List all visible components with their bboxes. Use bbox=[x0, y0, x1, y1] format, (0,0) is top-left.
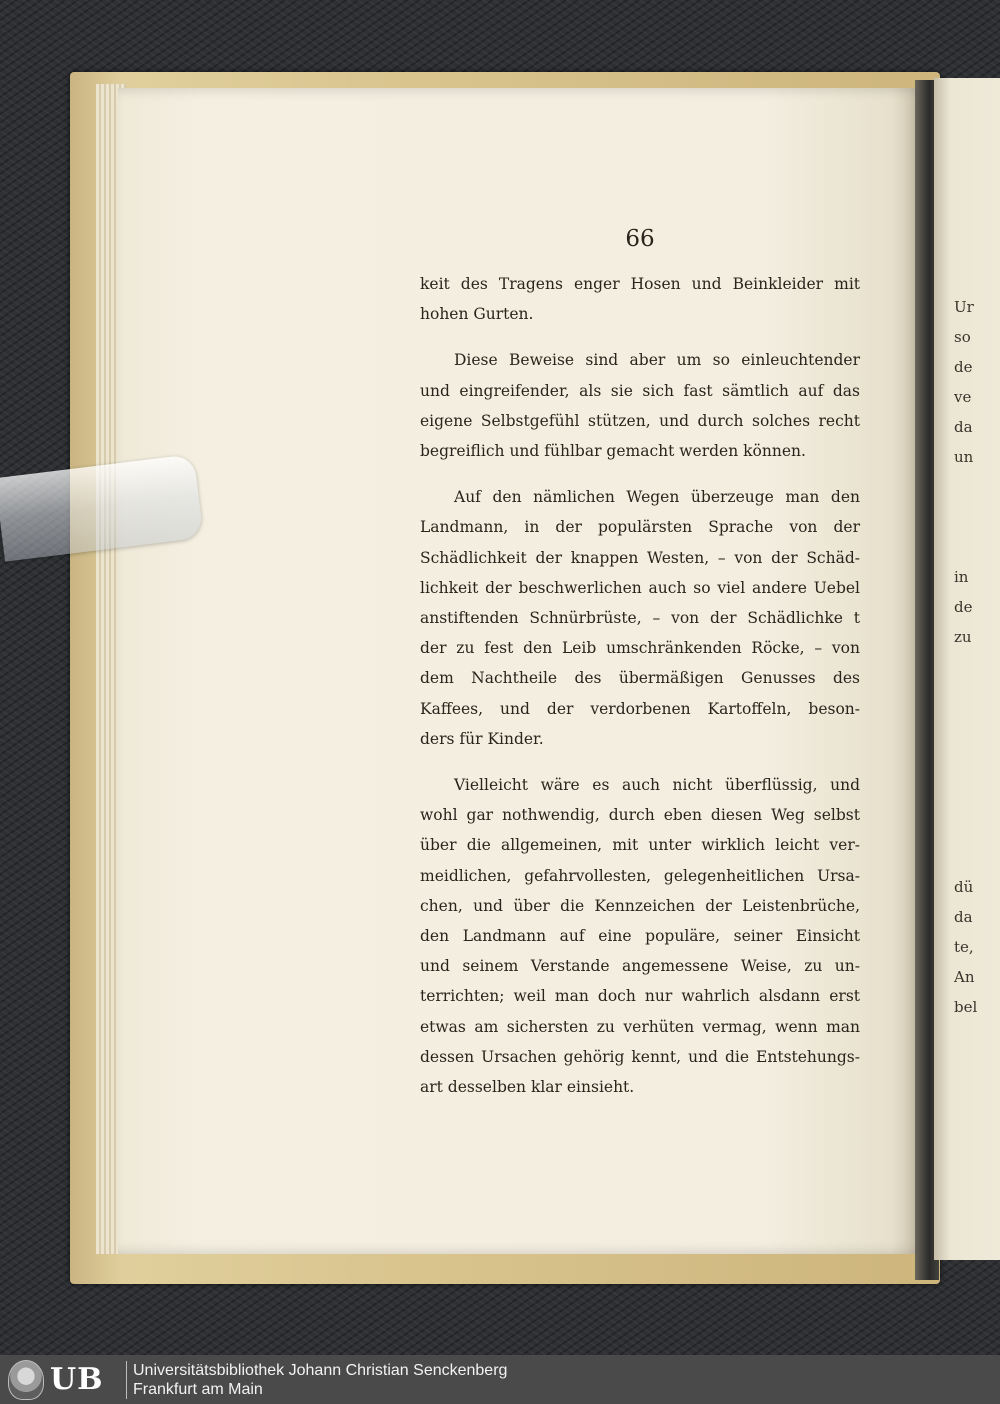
paragraph bbox=[420, 770, 860, 1102]
next-page-fragment: un bbox=[954, 448, 974, 466]
logo-text: UB bbox=[50, 1362, 104, 1397]
page-text bbox=[420, 228, 860, 1118]
paragraph bbox=[420, 482, 860, 754]
text-line: dessen Ursachen gehörig kennt, und die Entstehungs- bbox=[420, 1047, 860, 1066]
next-page-fragment: te, bbox=[954, 938, 974, 956]
next-page-fragment: da bbox=[954, 908, 973, 926]
footer-line-city: Frankfurt am Main bbox=[133, 1380, 263, 1398]
text-line: chen, und über die Kennzeichen der Leistenbrüche, bbox=[420, 896, 860, 915]
text-line: über die allgemeinen, mit unter wirklich leicht ver- bbox=[420, 836, 860, 855]
text-line: Landmann, in der populärsten Sprache von der bbox=[420, 518, 860, 537]
footer-text bbox=[133, 1361, 507, 1399]
next-page-fragment: in bbox=[954, 568, 969, 586]
text-line: Schädlichkeit der knappen Westen, – von der Schäd- bbox=[420, 548, 860, 567]
next-page-fragment: dü bbox=[954, 878, 974, 896]
next-page-fragment: da bbox=[954, 418, 973, 436]
book-page-right bbox=[934, 78, 1000, 1260]
next-page-fragment: Ur bbox=[954, 298, 974, 316]
text-line: terrichten; weil man doch nur wahrlich alsdann erst bbox=[420, 987, 860, 1006]
text-line: lichkeit der beschwerlichen auch so viel andere Uebel bbox=[420, 578, 860, 597]
text-line: dem Nachtheile des übermäßigen Genusses des bbox=[420, 669, 860, 688]
text-line: anstiftenden Schnürbrüste, – von der Schädlichke t bbox=[420, 609, 860, 628]
ub-logo bbox=[8, 1360, 120, 1400]
next-page-fragment: An bbox=[954, 968, 975, 986]
text-line: hohen Gurten. bbox=[420, 305, 534, 324]
next-page-fragment: zu bbox=[954, 628, 972, 646]
text-line: begreiflich und fühlbar gemacht werden können. bbox=[420, 442, 806, 461]
next-page-fragment: ve bbox=[954, 388, 972, 406]
text-line: ders für Kinder. bbox=[420, 729, 544, 748]
next-page-fragment: de bbox=[954, 358, 973, 376]
text-line: keit des Tragens enger Hosen und Beinkleider mit bbox=[420, 275, 860, 293]
text-line: etwas am sichersten zu verhüten vermag, wenn man bbox=[420, 1017, 860, 1036]
next-page-fragment: bel bbox=[954, 998, 978, 1016]
library-footer bbox=[0, 1355, 1000, 1404]
text-line: Auf den nämlichen Wegen überzeuge man den bbox=[454, 488, 860, 507]
next-page-fragment: so bbox=[954, 328, 971, 346]
text-line: art desselben klar einsieht. bbox=[420, 1078, 635, 1097]
text-line: meidlichen, gefahrvollesten, gelegenheitlichen Ursa- bbox=[420, 866, 860, 885]
text-line: Kaffees, und der verdorbenen Kartoffeln, beson- bbox=[420, 699, 860, 718]
text-line: eigene Selbstgefühl stützen, und durch solches recht bbox=[420, 411, 860, 430]
text-line: den Landmann auf eine populäre, seiner Einsicht bbox=[420, 927, 860, 946]
page-number: 66 bbox=[625, 226, 655, 252]
paragraph bbox=[420, 269, 860, 329]
paragraph bbox=[420, 345, 860, 466]
text-line: der zu fest den Leib umschränkenden Röcke, – von bbox=[420, 639, 860, 658]
text-line: und seinem Verstande angemessene Weise, zu un- bbox=[420, 957, 860, 976]
text-line: Diese Beweise sind aber um so einleuchtender bbox=[454, 351, 860, 370]
portrait-icon bbox=[8, 1360, 44, 1400]
text-line: wohl gar nothwendig, durch eben diesen Weg selbst bbox=[420, 806, 860, 825]
footer-divider bbox=[126, 1361, 127, 1399]
next-page-fragment: de bbox=[954, 598, 973, 616]
text-line: und eingreifender, als sie sich fast sämtlich auf das bbox=[420, 381, 860, 400]
text-line: Vielleicht wäre es auch nicht überflüssig, und bbox=[454, 776, 860, 795]
footer-line-institution: Universitätsbibliothek Johann Christian Senckenberg bbox=[133, 1361, 508, 1379]
